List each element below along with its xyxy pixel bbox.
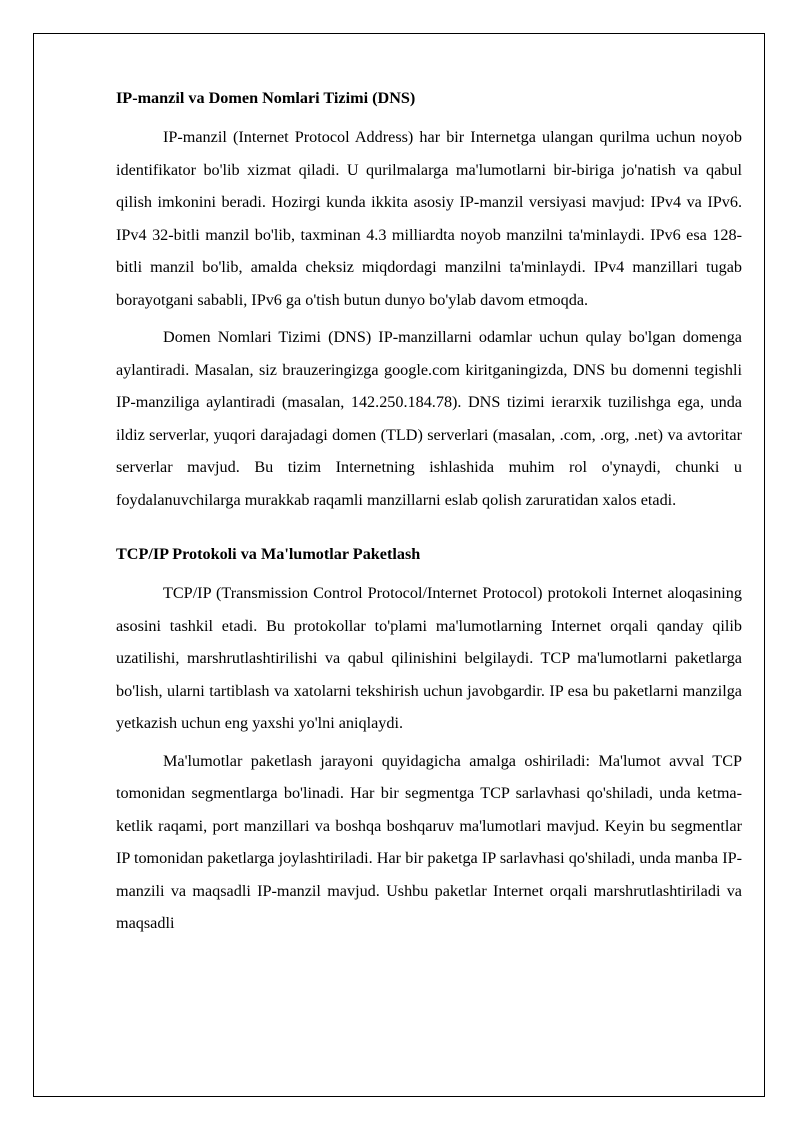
paragraph-packeting: Ma'lumotlar paketlash jarayoni quyidagicha amalga oshiriladi: Ma'lumot avval TCP tomonidan segmentlarga bo'linadi. Har bir segmentga TCP sarlavhasi qo'shiladi, unda ketma-ketlik raqami, port manzillari va boshqa boshqaruv ma'lumotlari mavjud. Keyin bu segmentlar IP tomonidan paketlarga joylashtiriladi. Har bir paketga IP sarlavhasi qo'shiladi, unda manba IP-manzili va maqsadli IP-manzil mavjud. Ushbu paketlar Internet orqali marshrutlashtiriladi va maqsadli <box>116 751 742 932</box>
section-heading-ip-dns: IP-manzil va Domen Nomlari Tizimi (DNS) <box>116 89 416 107</box>
paragraph-dns: Domen Nomlari Tizimi (DNS) IP-manzillarni odamlar uchun qulay bo'lgan domenga aylantiradi. Masalan, siz brauzeringizga google.com kiritganingizda, DNS bu domenni tegishli IP-manziliga aylantiradi (masalan, 142.250.184.78). DNS tizimi ierarxik tuzilishga ega, unda ildiz serverlar, yuqori darajadagi domen (TLD) serverlari (masalan, .com, .org, .net) va avtoritar serverlar mavjud. Bu tizim Internetning ishlashida muhim rol o'ynaydi, chunki u foydalanuvchilarga murakkab raqamli manzillarni eslab qolish zaruratidan xalos etadi. <box>116 328 742 509</box>
section-heading-tcp-ip: TCP/IP Protokoli va Ma'lumotlar Paketlash <box>116 545 421 563</box>
document-body <box>116 86 742 945</box>
paragraph-tcp-ip: TCP/IP (Transmission Control Protocol/Internet Protocol) protokoli Internet aloqasining asosini tashkil etadi. Bu protokollar to'plami ma'lumotlarning Internet orqali qanday qilib uzatilishi, marshrutlashtirilishi va qabul qilinishini belgilaydi. TCP ma'lumotlarni paketlarga bo'lish, ularni tartiblash va xatolarni tekshirish uchun javobgardir. IP esa bu paketlarni manzilga yetkazish uchun eng yaxshi yo'lni aniqlaydi. <box>116 584 742 732</box>
paragraph-ip-address: IP-manzil (Internet Protocol Address) har bir Internetga ulangan qurilma uchun noyob identifikator bo'lib xizmat qiladi. U qurilmalarga ma'lumotlarni bir-biriga jo'natish va qabul qilish imkonini beradi. Hozirgi kunda ikkita asosiy IP-manzil versiyasi mavjud: IPv4 va IPv6. IPv4 32-bitli manzil bo'lib, taxminan 4.3 milliardta noyob manzilni ta'minlaydi. IPv6 esa 128-bitli manzil bo'lib, amalda cheksiz miqdordagi manzilni ta'minlaydi. IPv4 manzillari tugab borayotgani sababli, IPv6 ga o'tish butun dunyo bo'ylab davom etmoqda. <box>116 128 742 309</box>
